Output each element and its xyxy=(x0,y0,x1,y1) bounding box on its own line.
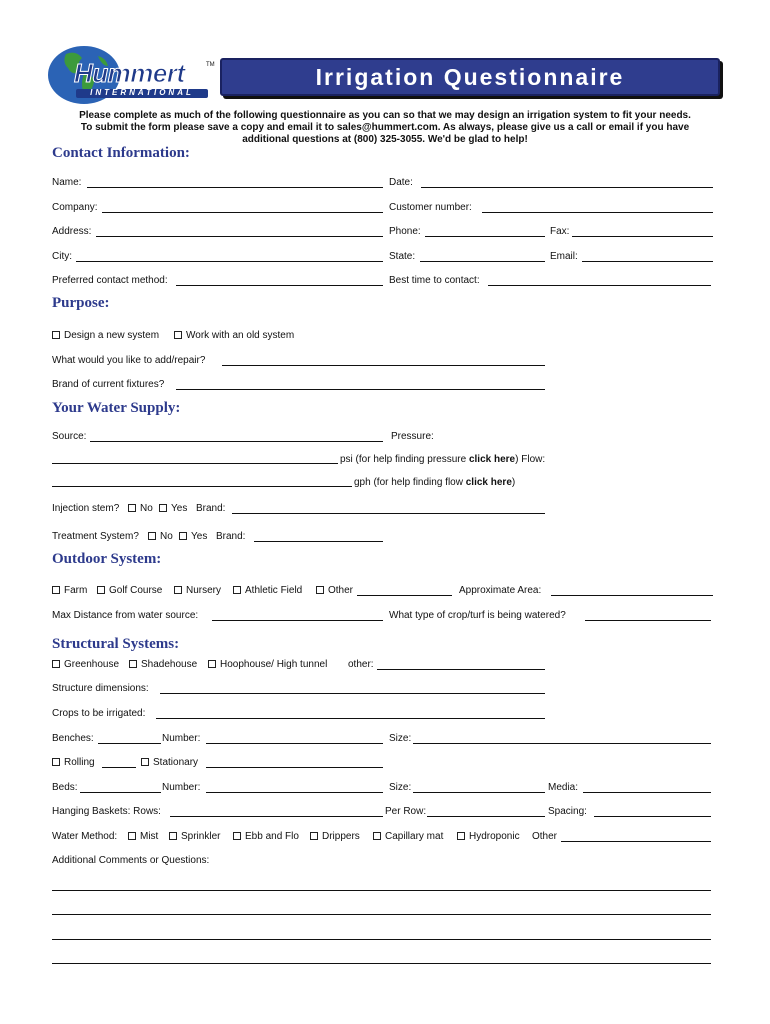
water-method-label: Water Method: xyxy=(52,831,118,842)
section-heading-structural: Structural Systems: xyxy=(52,636,180,652)
benches-number-label: Number: xyxy=(162,733,201,744)
nursery-checkbox[interactable]: Nursery xyxy=(174,585,221,597)
comments-line-2[interactable] xyxy=(52,914,711,915)
section-heading-outdoor: Outdoor System: xyxy=(52,551,162,567)
drippers-checkbox[interactable]: Drippers xyxy=(310,831,360,843)
method-other-field[interactable] xyxy=(561,841,711,842)
brand-fixtures-field[interactable] xyxy=(176,389,545,390)
checkbox-icon xyxy=(148,532,156,540)
injection-stem-label: Injection stem? xyxy=(52,503,120,514)
method-other-label: Other xyxy=(532,831,558,842)
intro-text xyxy=(60,110,710,146)
ebb-flo-checkbox[interactable]: Ebb and Flo xyxy=(233,831,299,843)
injection-brand-field[interactable] xyxy=(232,513,545,514)
logo-trademark: TM xyxy=(206,62,215,68)
checkbox-icon xyxy=(52,758,60,766)
company-logo xyxy=(44,44,216,106)
spacing-field[interactable] xyxy=(594,816,711,817)
pressure-field[interactable] xyxy=(52,463,338,464)
city-field[interactable] xyxy=(76,261,383,262)
treatment-yes-checkbox[interactable]: Yes xyxy=(179,531,207,543)
farm-checkbox[interactable]: Farm xyxy=(52,585,87,597)
address-field[interactable] xyxy=(96,236,383,237)
rolling-checkbox[interactable]: Rolling xyxy=(52,757,95,769)
checkbox-icon xyxy=(373,832,381,840)
crop-type-label: What type of crop/turf is being watered? xyxy=(389,610,566,621)
design-new-checkbox[interactable]: Design a new system xyxy=(52,330,159,342)
max-distance-field[interactable] xyxy=(212,620,383,621)
approx-area-label: Approximate Area: xyxy=(459,585,542,596)
preferred-contact-label: Preferred contact method: xyxy=(52,275,168,286)
hoophouse-checkbox[interactable]: Hoophouse/ High tunnel xyxy=(208,659,327,671)
comments-line-1[interactable] xyxy=(52,890,711,891)
checkbox-icon xyxy=(174,331,182,339)
fax-label: Fax: xyxy=(550,226,570,237)
injection-brand-label: Brand: xyxy=(196,503,226,514)
checkbox-icon xyxy=(208,660,216,668)
dimensions-field[interactable] xyxy=(160,693,545,694)
company-field[interactable] xyxy=(102,212,383,213)
beds-field[interactable] xyxy=(80,792,161,793)
company-label: Company: xyxy=(52,202,98,213)
rolling-field[interactable] xyxy=(102,767,136,768)
outdoor-other-field[interactable] xyxy=(357,595,452,596)
logo-subtext: INTERNATIONAL xyxy=(76,89,208,98)
stationary-checkbox[interactable]: Stationary xyxy=(141,757,198,769)
comments-line-4[interactable] xyxy=(52,963,711,964)
greenhouse-checkbox[interactable]: Greenhouse xyxy=(52,659,119,671)
name-field[interactable] xyxy=(87,187,383,188)
benches-label: Benches: xyxy=(52,733,94,744)
best-time-label: Best time to contact: xyxy=(389,275,480,286)
email-label: Email: xyxy=(550,251,578,262)
best-time-field[interactable] xyxy=(488,285,711,286)
golf-course-checkbox[interactable]: Golf Course xyxy=(97,585,162,597)
checkbox-icon xyxy=(141,758,149,766)
capillary-mat-checkbox[interactable]: Capillary mat xyxy=(373,831,443,843)
checkbox-icon xyxy=(179,532,187,540)
pressure-help-link[interactable]: click here xyxy=(468,454,516,465)
beds-size-label: Size: xyxy=(389,782,412,793)
checkbox-icon xyxy=(310,832,318,840)
hanging-baskets-label: Hanging Baskets: Rows: xyxy=(52,806,161,817)
flow-help-link[interactable]: click here xyxy=(465,477,512,488)
section-heading-water: Your Water Supply: xyxy=(52,400,181,416)
benches-number-field[interactable] xyxy=(206,743,383,744)
title-banner xyxy=(220,58,720,96)
dimensions-label: Structure dimensions: xyxy=(52,683,149,694)
city-label: City: xyxy=(52,251,72,262)
state-field[interactable] xyxy=(420,261,545,262)
checkbox-icon xyxy=(128,504,136,512)
treatment-brand-label: Brand: xyxy=(216,531,246,542)
checkbox-icon xyxy=(316,586,324,594)
shadehouse-checkbox[interactable]: Shadehouse xyxy=(129,659,197,671)
customer-number-field[interactable] xyxy=(482,212,713,213)
outdoor-other-checkbox[interactable]: Other xyxy=(316,585,353,597)
structure-other-field[interactable] xyxy=(377,669,545,670)
benches-field[interactable] xyxy=(98,743,161,744)
date-label: Date: xyxy=(389,177,413,188)
source-label: Source: xyxy=(52,431,87,442)
logo-text: Hummert xyxy=(74,58,185,88)
hydroponic-checkbox[interactable]: Hydroponic xyxy=(457,831,520,843)
flow-field[interactable] xyxy=(52,486,352,487)
email-field[interactable] xyxy=(582,261,713,262)
address-label: Address: xyxy=(52,226,92,237)
intro-line-2: To submit the form please save a copy and email it to sales@hummert.com. As always, please give us a call or email if you have xyxy=(80,122,690,133)
hanging-rows-field[interactable] xyxy=(170,816,383,817)
checkbox-icon xyxy=(233,586,241,594)
treatment-label: Treatment System? xyxy=(52,531,139,542)
sprinkler-checkbox[interactable]: Sprinkler xyxy=(169,831,220,843)
media-field[interactable] xyxy=(583,792,711,793)
checkbox-icon xyxy=(52,586,60,594)
stationary-field[interactable] xyxy=(206,767,383,768)
date-field[interactable] xyxy=(421,187,713,188)
checkbox-icon xyxy=(52,660,60,668)
preferred-contact-field[interactable] xyxy=(176,285,383,286)
media-label: Media: xyxy=(548,782,579,793)
section-heading-contact: Contact Information: xyxy=(52,145,190,161)
phone-field[interactable] xyxy=(425,236,545,237)
checkbox-icon xyxy=(128,832,136,840)
name-label: Name: xyxy=(52,177,82,188)
customer-number-label: Customer number: xyxy=(389,202,472,213)
fax-field[interactable] xyxy=(572,236,713,237)
comments-line-3[interactable] xyxy=(52,939,711,940)
page-title: Irrigation Questionnaire xyxy=(315,64,625,90)
benches-size-field[interactable] xyxy=(413,743,711,744)
beds-label: Beds: xyxy=(52,782,78,793)
section-heading-purpose: Purpose: xyxy=(52,295,110,311)
approx-area-field[interactable] xyxy=(551,595,713,596)
treatment-brand-field[interactable] xyxy=(254,541,383,542)
state-label: State: xyxy=(389,251,416,262)
checkbox-icon xyxy=(233,832,241,840)
intro-line-1: Please complete as much of the following questionnaire as you can so that we may design an irrigation system to fit your needs. xyxy=(79,110,691,121)
athletic-field-checkbox[interactable]: Athletic Field xyxy=(233,585,302,597)
treatment-no-checkbox[interactable]: No xyxy=(148,531,173,543)
gph-help: gph (for help finding flow click here) xyxy=(354,477,516,488)
benches-size-label: Size: xyxy=(389,733,412,744)
per-row-field[interactable] xyxy=(427,816,545,817)
add-repair-field[interactable] xyxy=(222,365,545,366)
checkbox-icon xyxy=(52,331,60,339)
intro-line-3: additional questions at (800) 325-3055. We'd be glad to help! xyxy=(242,134,528,145)
work-old-checkbox[interactable]: Work with an old system xyxy=(174,330,294,342)
psi-help: psi (for help finding pressure click here) Flow: xyxy=(340,454,546,465)
checkbox-icon xyxy=(97,586,105,594)
max-distance-label: Max Distance from water source: xyxy=(52,610,199,621)
add-repair-label: What would you like to add/repair? xyxy=(52,355,206,366)
injection-yes-checkbox[interactable]: Yes xyxy=(159,503,187,515)
checkbox-icon xyxy=(174,586,182,594)
checkbox-icon xyxy=(129,660,137,668)
crop-type-field[interactable] xyxy=(585,620,711,621)
checkbox-icon xyxy=(457,832,465,840)
phone-label: Phone: xyxy=(389,226,421,237)
injection-no-checkbox[interactable]: No xyxy=(128,503,153,515)
comments-label: Additional Comments or Questions: xyxy=(52,855,210,866)
crops-field[interactable] xyxy=(156,718,545,719)
source-field[interactable] xyxy=(90,441,383,442)
checkbox-icon xyxy=(159,504,167,512)
per-row-label: Per Row: xyxy=(385,806,427,817)
pressure-label: Pressure: xyxy=(391,431,434,442)
brand-fixtures-label: Brand of current fixtures? xyxy=(52,379,165,390)
spacing-label: Spacing: xyxy=(548,806,587,817)
beds-number-field[interactable] xyxy=(206,792,383,793)
structure-other-label: other: xyxy=(348,659,374,670)
beds-size-field[interactable] xyxy=(413,792,545,793)
beds-number-label: Number: xyxy=(162,782,201,793)
crops-label: Crops to be irrigated: xyxy=(52,708,146,719)
checkbox-icon xyxy=(169,832,177,840)
mist-checkbox[interactable]: Mist xyxy=(128,831,158,843)
